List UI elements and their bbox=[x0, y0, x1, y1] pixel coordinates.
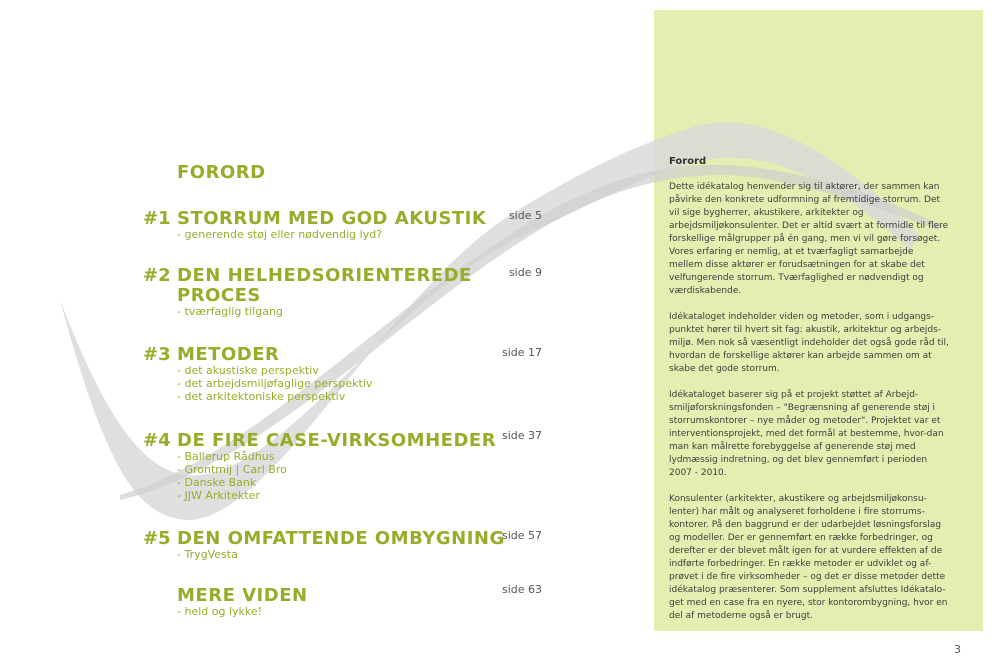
toc-section-3-sub-2: - det arbejdsmiljøfaglige perspektiv bbox=[177, 377, 373, 390]
toc-forord-heading[interactable]: FORORD bbox=[177, 162, 266, 183]
toc-section-5-number: #5 bbox=[143, 528, 171, 549]
toc-section-3-sub-1: - det akustiske perspektiv bbox=[177, 364, 319, 377]
toc-section-4-page: side 37 bbox=[501, 429, 542, 442]
toc-section-3-title[interactable]: METODER bbox=[177, 344, 280, 365]
toc-section-2-title-line-2[interactable]: PROCES bbox=[177, 285, 261, 306]
preface-paragraph: Idékataloget baserer sig på et projekt støttet af Arbejd-smiljøforskningsfonden – "Begrænsning af generende støj i storrumskontorer – nye måder og metoder". Projektet var et interventionsprojekt, med det formål at bestemme, hvor-dan man kan målrette forebyggelse af generende støj med lydmæssig indretning, og det blev gennemført i perioden 2007 - 2010. bbox=[669, 390, 944, 478]
preface-paragraph: Dette idékatalog henvender sig til aktører, der sammen kan påvirke den konkrete udformning af fremtidige storrum. Det vil sige bygherrer, akustikere, arkitekter og arbejdsmiljøkonsulenter. Det er altid svært at formidle til flere forskellige målgrupper på én gang, men vi vil gøre forsøget. Vores erfaring er nemlig, at et tværfagligt samarbejde mellem disse aktører er forudsætningen for at skabe det velfungerende storrum. Tværfaglighed er nødvendigt og værdiskabende. bbox=[669, 182, 949, 296]
toc-section-6-title[interactable]: MERE VIDEN bbox=[177, 585, 308, 606]
toc-section-5-title[interactable]: DEN OMFATTENDE OMBYGNING bbox=[177, 528, 505, 549]
toc-section-4-sub-3: - Danske Bank bbox=[177, 476, 257, 489]
toc-section-2-page: side 9 bbox=[508, 266, 542, 279]
toc-section-1-page: side 5 bbox=[508, 209, 542, 222]
preface-paragraph: Konsulenter (arkitekter, akustikere og arbejdsmiljøkonsu-lenter) har målt og analyseret forholdene i fire storrums-kontorer. På den baggrund er der udarbejdet løsningsforslag og modeller. Der er gennemført en række forbedringer, og derefter er der blevet målt igen for at vurdere effekten af de indførte forbedringer. En række metoder er udviklet og af-prøvet i de fire virksomheder – og det er disse metoder dette idékatalog præsenterer. Som supplement afsluttes Idékatalo-get med en case fra en nyere, stor kontorombygning, hvor en del af metoderne også er brugt. bbox=[669, 494, 948, 621]
toc-section-1-title[interactable]: STORRUM MED GOD AKUSTIK bbox=[177, 208, 487, 229]
toc-section-3-sub-3: - det arkitektoniske perspektiv bbox=[177, 390, 346, 403]
page-number: 3 bbox=[954, 643, 961, 656]
toc-section-2-title-line-1[interactable]: DEN HELHEDSORIENTEREDE bbox=[177, 265, 472, 286]
toc-section-3-page: side 17 bbox=[501, 346, 542, 359]
toc-section-2-sub-1: - tværfaglig tilgang bbox=[177, 305, 283, 318]
toc-section-1-sub-1: - generende støj eller nødvendig lyd? bbox=[177, 228, 383, 241]
toc-section-2-number: #2 bbox=[143, 265, 171, 286]
preface-body bbox=[669, 181, 949, 636]
toc-section-5-sub-1: - TrygVesta bbox=[177, 548, 238, 561]
toc-section-4-sub-1: - Ballerup Rådhus bbox=[177, 450, 275, 463]
toc-section-3-number: #3 bbox=[143, 344, 171, 365]
toc-section-4-sub-2: - Grontmij | Carl Bro bbox=[177, 463, 287, 476]
toc-section-6-page: side 63 bbox=[501, 583, 542, 596]
preface-paragraph: Idékataloget indeholder viden og metoder, som i udgangs-punktet hører til hvert sit fag: akustik, arkitektur og arbejds-miljø. Men nok så væsentligt indeholder det også gode råd til, hvordan de forskellige aktører kan arbejde sammen om at skabe det gode storrum. bbox=[669, 312, 949, 374]
toc-section-4-sub-4: - JJW Arkitekter bbox=[177, 489, 260, 502]
toc-section-1-number: #1 bbox=[143, 208, 171, 229]
toc-section-6-sub-1: - held og lykke! bbox=[177, 605, 263, 618]
toc-section-4-title[interactable]: DE FIRE CASE-VIRKSOMHEDER bbox=[177, 430, 497, 451]
toc-section-5-page: side 57 bbox=[501, 529, 542, 542]
preface-title: Forord bbox=[669, 156, 707, 167]
toc-section-4-number: #4 bbox=[143, 430, 171, 451]
